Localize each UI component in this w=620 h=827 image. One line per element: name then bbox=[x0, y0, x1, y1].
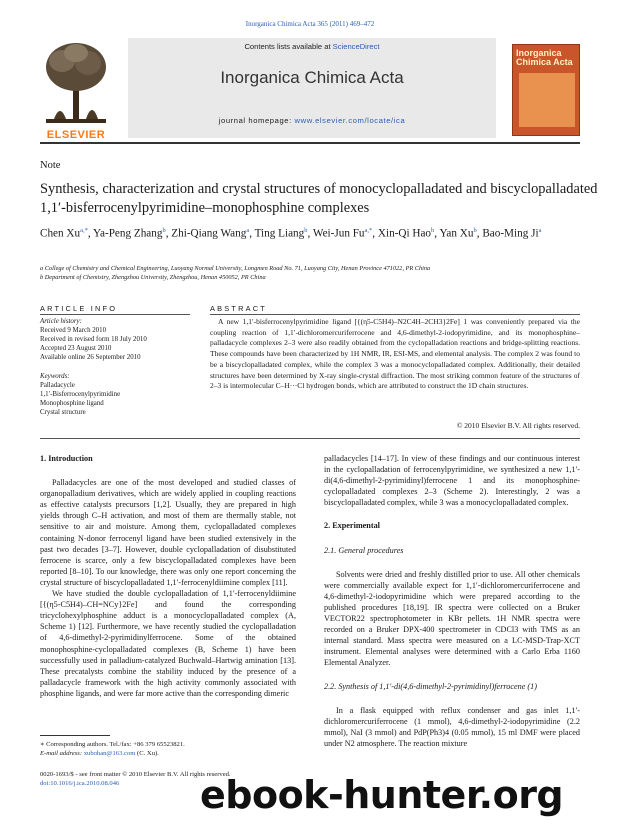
article-title: Synthesis, characterization and crystal structures of monocyclopalladated and biscyclopalladated 1,1′-bisferrocenylpyrimidine–monophosphine complexes bbox=[40, 181, 598, 216]
history-item: Available online 26 September 2010 bbox=[40, 354, 141, 361]
body-paragraph: In a flask equipped with reflux condenser and gas inlet 1,1′-dichloromercuriferrocene (1 mmol), 4,6-dimethyl-2-iodopyrimidine (2.2 mmol), NaI (3 mmol) and PdP(Ph3)4 (0.05 mmol), 15 ml DMF were placed under N2 atmosphere. The reaction mixture bbox=[324, 705, 580, 748]
footnote-corresponding: ∗ Corresponding authors. Tel./fax: +86 379 65523821. bbox=[40, 741, 185, 748]
author-affiliation-mark: b bbox=[431, 227, 435, 234]
body-column-left bbox=[40, 453, 296, 699]
masthead-banner bbox=[128, 38, 496, 138]
cover-title: Inorganica Chimica Acta bbox=[516, 48, 573, 67]
article-type: Note bbox=[40, 160, 61, 171]
footnote-email-line bbox=[40, 749, 296, 758]
author-affiliation-mark: b bbox=[304, 227, 308, 234]
keyword: Palladacycle bbox=[40, 382, 75, 389]
body-paragraph: We have studied the double cyclopalladation of 1,1′-ferrocenyldiimine [{(η5-C5H4)–CH=NCy}2Fe] and found the corresponding tricyclohexylphosphine adduct is a monocyclopalladated complex (A, Scheme 1) [12]. Furthermore, we have recently studied the cyclopalladation of 4,6-dimethyl-2-pyrimidinylferrocene. Some of the obtained monophosphine-cyclopalladated complexes (B, Scheme 1) have been successfully used in palladium-catalyzed Buchwald–Hartwig amination [13]. These precatalysts combine the stability induced by the presence of a palladacycle framework with the high activity commonly associated with phosphine ligands, and were far more active than the corresponding dimeric bbox=[40, 589, 296, 698]
history-item: Accepted 23 August 2010 bbox=[40, 345, 112, 352]
email-label: E-mail address: bbox=[40, 750, 84, 757]
watermark-text: ebook-hunter.org bbox=[200, 773, 564, 817]
email-suffix: (C. Xu). bbox=[135, 750, 159, 757]
abstract-heading: ABSTRACT bbox=[210, 304, 268, 313]
history-item: Received 9 March 2010 bbox=[40, 327, 107, 334]
author[interactable]: Zhi-Qiang Wang bbox=[171, 227, 247, 240]
corresponding-author-footnote bbox=[40, 740, 296, 758]
elsevier-tree-logo bbox=[40, 39, 112, 131]
author[interactable]: Ting Liang bbox=[254, 227, 305, 240]
author-list: Chen $Xu^{a,*}$, Ya-Peng Zhang$^b$, Zhi-Qiang Wang$^a$, Ting Liang$^b$, Wei-Jun $Fu^{a,*}$, Xin-Qi Hao$^b$, Yan Xu$^b$, Bao-Ming Ji$^a$ bbox=[40, 227, 542, 240]
keyword: Crystal structure bbox=[40, 409, 86, 416]
article-info-rule bbox=[40, 314, 190, 315]
author-affiliation-mark: b bbox=[473, 227, 477, 234]
journal-cover bbox=[512, 44, 580, 136]
affiliation: b Department of Chemistry, Zhengzhou University, Zhengzhou, Henan 450052, PR China bbox=[40, 274, 266, 281]
body-paragraph: Palladacycles are one of the most developed and studied classes of organopalladium derivatives, which are widely applied in coupling reactions as effective catalysts precursors [1,2]. Usually, they are prepared in high yields through C–H activation, and most of them are thermally stable, not sensitive to air and moisture. Among them, cyclopalladated complexes containing N-donor ferrocenyl ligand have been studied extensively in the past two decades [3–7]. However, double cyclopalladation of disubstituted ferrocene is scarce, only a few biscyclopalladated complexes have been reported [8–10]. To our knowledge, there was only one report concerning the crystal structure of biscyclopalladated 1,1′-ferrocenyldiimine complex [11]. bbox=[40, 478, 296, 587]
contents-prefix: Contents lists available at bbox=[244, 42, 333, 51]
cover-art bbox=[519, 73, 575, 127]
article-info-box bbox=[40, 317, 190, 417]
author-affiliation-mark: a,* bbox=[80, 227, 88, 234]
author-affiliation-mark: a,* bbox=[364, 227, 373, 234]
author[interactable]: Ya-Peng Zhang bbox=[93, 227, 163, 240]
section-heading-introduction: 1. Introduction bbox=[40, 454, 93, 463]
keywords-label: Keywords: bbox=[40, 373, 70, 380]
homepage-line bbox=[128, 116, 496, 125]
keyword: Monophosphine ligand bbox=[40, 400, 104, 407]
homepage-prefix: journal homepage: bbox=[218, 116, 295, 125]
publisher-name: ELSEVIER bbox=[46, 129, 106, 141]
running-head: Inorganica Chimica Acta 365 (2011) 469–472 bbox=[245, 20, 375, 28]
abstract-rule bbox=[210, 314, 580, 315]
issn-line: 0020-1693/$ - see front matter © 2010 Elsevier B.V. All rights reserved. bbox=[40, 771, 231, 778]
subsection-heading-synthesis: 2.2. Synthesis of 1,1′-di(4,6-dimethyl-2-pyrimidinyl)ferrocene (1) bbox=[324, 681, 537, 691]
keyword: 1,1′-Bisferrocenylpyrimidine bbox=[40, 391, 121, 398]
journal-title: Inorganica Chimica Acta bbox=[220, 68, 404, 87]
abstract-paragraph: A new 1,1′-bisferrocenylpyrimidine ligand [{(η5-C5H4)–N2C4H–2CH3}2Fe] 1 was conveniently prepared via the coupling reaction of 1,1′-dichloromercuriferrocene and 4,6-dimethyl-2-iodopyrimidine, and its monophosphine–palladacycle complexes 2–3 were also readily obtained from the cyclopalladation reactions and bridge-splitting reactions. These compounds have been characterized by 1H NMR, IR, ESI-MS, and elemental analysis. The complex 2 was found to be a biscyclopalladated complex, while the complex 3 was a monocyclopalladated complex. Additionally, their detailed structures have been determined by X-ray single-crystal diffraction. The most striking common feature of the structures of 2–3 is intermolecular C–H···Cl hydrogen bonds, which are attributed to construct the 1D chain structures. bbox=[210, 317, 580, 391]
affiliations bbox=[40, 264, 600, 282]
body-paragraph: palladacycles [14–17]. In view of these findings and our continuous interest in the cyclopalladation of ferrocenylpyrimidine, we synthesized a new 1,1′-di(4,6-dimethyl-2-pyrimidinyl)ferrocene 1 and its monophosphine-cyclopalladated complexes 2–3 (Scheme 2). Interestingly, 2 was a biscyclopalladated complex, while 3 was a monocyclopalladated complex. bbox=[324, 454, 580, 508]
history-item: Received in revised form 18 July 2010 bbox=[40, 336, 147, 343]
doi-link[interactable]: doi:10.1016/j.ica.2010.08.046 bbox=[40, 780, 120, 787]
author[interactable]: Yan Xu bbox=[439, 227, 474, 240]
author[interactable]: Bao-Ming Ji bbox=[482, 227, 539, 240]
author-affiliation-mark: a bbox=[246, 227, 250, 234]
author[interactable]: Chen Xu bbox=[40, 227, 81, 240]
author-affiliation-mark: a bbox=[538, 227, 542, 234]
footnote-rule bbox=[40, 735, 110, 736]
author-affiliation-mark: b bbox=[162, 227, 166, 234]
journal-masthead bbox=[40, 36, 580, 144]
body-paragraph: Solvents were dried and freshly distilled prior to use. All other chemicals were commercially available expect for 1,1′-dichloromercuriferrocene and 4,6-dimethyl-2-iodopyrimidine which were prepared according to the published procedures [18,19]. IR spectra were collected on a Bruker VECTOR22 spectrophotometer in KBr pellets. 1H NMR spectra were recorded on a Bruker DPX-400 spectrometer in CDCl3 with TMS as an internal standard. Mass spectra were measured on a LC-MSD-Trap-XCT instrument. Elemental analyses were determined with a Carlo Erba 1160 Elemental Analyzer. bbox=[324, 569, 580, 668]
author[interactable]: Xin-Qi Hao bbox=[377, 227, 432, 240]
article-info-heading: ARTICLE INFO bbox=[40, 304, 118, 313]
abstract-copyright: © 2010 Elsevier B.V. All rights reserved. bbox=[456, 421, 580, 430]
homepage-link[interactable]: www.elsevier.com/locate/ica bbox=[294, 116, 406, 125]
abstract-bottom-rule bbox=[40, 438, 580, 439]
email-link[interactable]: xubohan@163.com bbox=[83, 750, 136, 757]
sciencedirect-link[interactable]: ScienceDirect bbox=[332, 42, 380, 51]
subsection-heading-general: 2.1. General procedures bbox=[324, 545, 404, 555]
section-heading-experimental: 2. Experimental bbox=[324, 521, 380, 531]
history-label: Article history: bbox=[40, 318, 82, 325]
author[interactable]: Wei-Jun Fu bbox=[312, 227, 365, 240]
affiliation: a College of Chemistry and Chemical Engineering, Luoyang Normal University, Longmen Road No. 71, Luoyang City, Henan Province 471022, PR China bbox=[40, 265, 431, 272]
abstract-text bbox=[210, 317, 580, 392]
contents-line bbox=[128, 42, 496, 51]
body-column-right bbox=[324, 453, 580, 749]
